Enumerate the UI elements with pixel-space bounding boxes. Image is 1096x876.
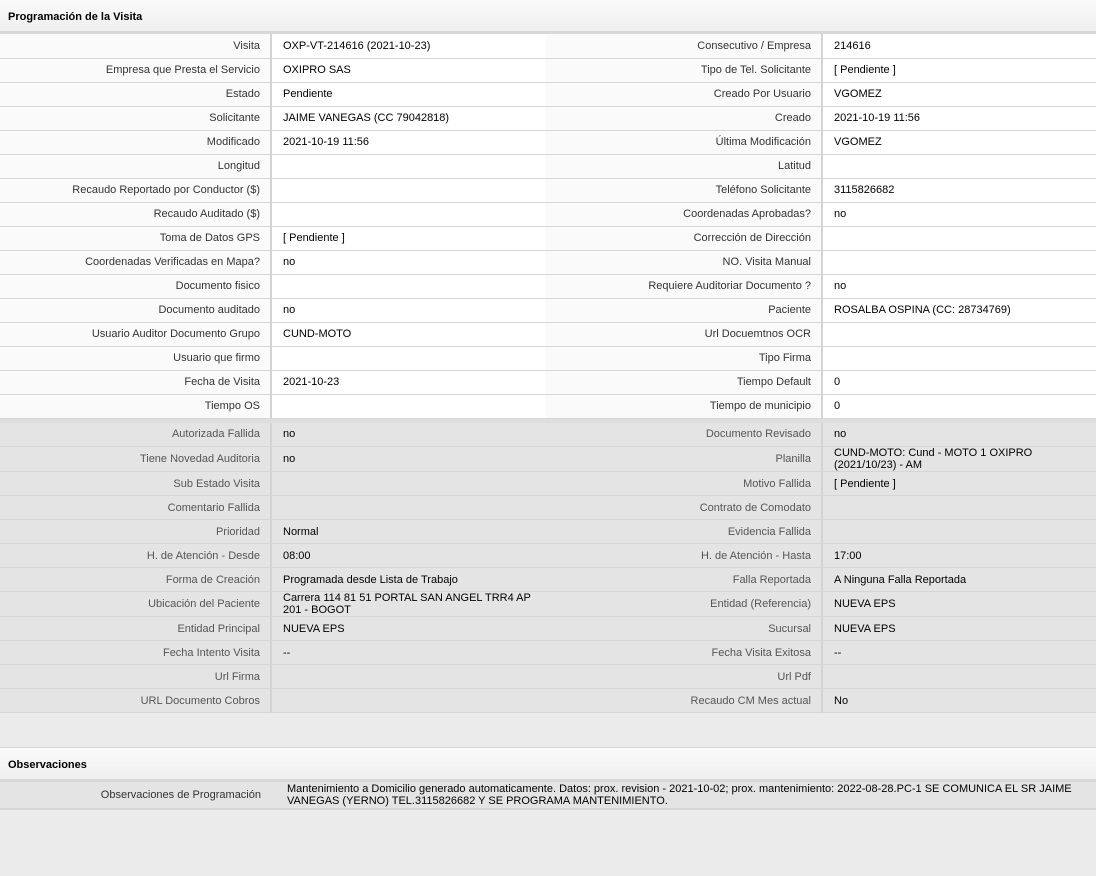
field-label: Visita: [0, 34, 271, 58]
field-value: [822, 346, 1096, 370]
field-label: Longitud: [0, 154, 271, 178]
field-label: Planilla: [546, 447, 822, 472]
field-label: Recaudo Reportado por Conductor ($): [0, 178, 271, 202]
field-label: Entidad (Referencia): [546, 592, 822, 617]
field-label: URL Documento Cobros: [0, 689, 271, 713]
field-value: 08:00: [271, 544, 546, 568]
detail-row: [0, 592, 1096, 617]
section-title-programacion: Programación de la Visita: [0, 0, 1096, 34]
field-label: Creado Por Usuario: [546, 82, 822, 106]
detail-row: [0, 568, 1096, 592]
field-label: Coordenadas Aprobadas?: [546, 202, 822, 226]
field-value: [822, 250, 1096, 274]
field-value: [271, 202, 546, 226]
detail-row: [0, 472, 1096, 496]
field-value: 0: [822, 370, 1096, 394]
field-value: [271, 154, 546, 178]
field-label: Sub Estado Visita: [0, 472, 271, 496]
field-label: Falla Reportada: [546, 568, 822, 592]
field-label: Contrato de Comodato: [546, 496, 822, 520]
field-value: no: [271, 423, 546, 447]
field-label: Creado: [546, 106, 822, 130]
detail-row: [0, 520, 1096, 544]
detail-row: [0, 544, 1096, 568]
field-label: Modificado: [0, 130, 271, 154]
section-title-observaciones: Observaciones: [0, 748, 1096, 782]
field-value: Normal: [271, 520, 546, 544]
field-value: VGOMEZ: [822, 82, 1096, 106]
field-value: 214616: [822, 34, 1096, 58]
field-value: [271, 394, 546, 418]
field-label: Fecha Visita Exitosa: [546, 641, 822, 665]
field-label: Requiere Auditoriar Documento ?: [546, 274, 822, 298]
field-value: [271, 496, 546, 520]
field-label: Solicitante: [0, 106, 271, 130]
field-value: 0: [822, 394, 1096, 418]
field-label: Tiempo Default: [546, 370, 822, 394]
field-value: No: [822, 689, 1096, 713]
field-value: CUND-MOTO: [271, 322, 546, 346]
field-value: --: [822, 641, 1096, 665]
detail-row: [0, 82, 1096, 106]
detail-row: [0, 496, 1096, 520]
field-label: Documento fisico: [0, 274, 271, 298]
field-label: Comentario Fallida: [0, 496, 271, 520]
field-label: Prioridad: [0, 520, 271, 544]
detail-row: [0, 689, 1096, 713]
observaciones-label: Observaciones de Programación: [0, 782, 271, 809]
field-label: Tipo de Tel. Solicitante: [546, 58, 822, 82]
detail-row: [0, 226, 1096, 250]
field-value: NUEVA EPS: [271, 617, 546, 641]
field-label: Entidad Principal: [0, 617, 271, 641]
detail-row: [0, 346, 1096, 370]
field-value: Carrera 114 81 51 PORTAL SAN ANGEL TRR4 AP 201 - BOGOT: [271, 592, 546, 617]
field-label: Paciente: [546, 298, 822, 322]
field-value: 2021-10-23: [271, 370, 546, 394]
field-label: Coordenadas Verificadas en Mapa?: [0, 250, 271, 274]
field-value: NUEVA EPS: [822, 592, 1096, 617]
field-label: Forma de Creación: [0, 568, 271, 592]
detail-row: [0, 298, 1096, 322]
field-label: Consecutivo / Empresa: [546, 34, 822, 58]
field-value: [ Pendiente ]: [271, 226, 546, 250]
field-value: no: [822, 202, 1096, 226]
field-label: H. de Atención - Hasta: [546, 544, 822, 568]
field-label: Documento Revisado: [546, 423, 822, 447]
field-value: [822, 226, 1096, 250]
field-value: [271, 472, 546, 496]
detail-row: [0, 447, 1096, 472]
detail-row: [0, 58, 1096, 82]
field-value: 3115826682: [822, 178, 1096, 202]
field-value: [822, 665, 1096, 689]
field-label: Ubicación del Paciente: [0, 592, 271, 617]
field-label: Fecha de Visita: [0, 370, 271, 394]
field-label: Recaudo Auditado ($): [0, 202, 271, 226]
field-value: [271, 346, 546, 370]
field-label: Autorizada Fallida: [0, 423, 271, 447]
detail-row: [0, 370, 1096, 394]
observaciones-row: [0, 782, 1096, 809]
field-value: --: [271, 641, 546, 665]
footer-space: [0, 809, 1096, 845]
field-value: A Ninguna Falla Reportada: [822, 568, 1096, 592]
field-label: Sucursal: [546, 617, 822, 641]
field-label: Latitud: [546, 154, 822, 178]
field-value: Programada desde Lista de Trabajo: [271, 568, 546, 592]
detail-row: [0, 178, 1096, 202]
field-label: Url Pdf: [546, 665, 822, 689]
field-label: Corrección de Dirección: [546, 226, 822, 250]
field-value: [822, 154, 1096, 178]
field-label: Tipo Firma: [546, 346, 822, 370]
field-label: Última Modificación: [546, 130, 822, 154]
field-label: Motivo Fallida: [546, 472, 822, 496]
field-label: NO. Visita Manual: [546, 250, 822, 274]
field-value: [822, 496, 1096, 520]
field-label: Usuario que firmo: [0, 346, 271, 370]
detail-row: [0, 665, 1096, 689]
field-label: Evidencia Fallida: [546, 520, 822, 544]
field-label: Estado: [0, 82, 271, 106]
detail-row: [0, 322, 1096, 346]
field-value: 2021-10-19 11:56: [822, 106, 1096, 130]
field-value: [271, 274, 546, 298]
field-value: no: [271, 447, 546, 472]
detail-row: [0, 154, 1096, 178]
detail-row: [0, 394, 1096, 418]
detail-row: [0, 641, 1096, 665]
field-label: Tiene Novedad Auditoria: [0, 447, 271, 472]
detail-row: [0, 202, 1096, 226]
detail-row: [0, 106, 1096, 130]
field-value: ROSALBA OSPINA (CC: 28734769): [822, 298, 1096, 322]
field-value: OXIPRO SAS: [271, 58, 546, 82]
field-value: [822, 322, 1096, 346]
field-value: [ Pendiente ]: [822, 472, 1096, 496]
field-value: no: [822, 274, 1096, 298]
field-value: [271, 665, 546, 689]
field-value: [822, 520, 1096, 544]
field-value: [271, 689, 546, 713]
field-label: Teléfono Solicitante: [546, 178, 822, 202]
field-value: 17:00: [822, 544, 1096, 568]
field-label: H. de Atención - Desde: [0, 544, 271, 568]
spacer: [0, 713, 1096, 748]
field-label: Url Docuemtnos OCR: [546, 322, 822, 346]
field-label: Empresa que Presta el Servicio: [0, 58, 271, 82]
field-value: VGOMEZ: [822, 130, 1096, 154]
field-label: Usuario Auditor Documento Grupo: [0, 322, 271, 346]
field-label: Fecha Intento Visita: [0, 641, 271, 665]
field-value: NUEVA EPS: [822, 617, 1096, 641]
field-value: no: [822, 423, 1096, 447]
observaciones-table: [0, 782, 1096, 809]
field-value: JAIME VANEGAS (CC 79042818): [271, 106, 546, 130]
field-value: no: [271, 298, 546, 322]
field-value: CUND-MOTO: Cund - MOTO 1 OXIPRO (2021/10/23) - AM: [822, 447, 1096, 472]
detail-row: [0, 34, 1096, 58]
field-label: Tiempo OS: [0, 394, 271, 418]
visit-details-table: [0, 34, 1096, 419]
field-value: no: [271, 250, 546, 274]
field-value: OXP-VT-214616 (2021-10-23): [271, 34, 546, 58]
detail-row: [0, 274, 1096, 298]
field-label: Url Firma: [0, 665, 271, 689]
field-label: Tiempo de municipio: [546, 394, 822, 418]
field-value: 2021-10-19 11:56: [271, 130, 546, 154]
visit-status-table: [0, 423, 1096, 714]
field-value: Pendiente: [271, 82, 546, 106]
field-label: Recaudo CM Mes actual: [546, 689, 822, 713]
detail-row: [0, 617, 1096, 641]
detail-row: [0, 130, 1096, 154]
field-value: [271, 178, 546, 202]
field-label: Toma de Datos GPS: [0, 226, 271, 250]
field-value: [ Pendiente ]: [822, 58, 1096, 82]
observaciones-value: Mantenimiento a Domicilio generado automaticamente. Datos: prox. revision - 2021-10-02; prox. mantenimiento: 2022-08-28.PC-1 SE COMUNICA EL SR JAIME VANEGAS (YERNO) TEL.3115826682 Y SE PROGRAMA MANTENIMIENTO.: [271, 782, 1096, 809]
field-label: Documento auditado: [0, 298, 271, 322]
detail-row: [0, 423, 1096, 447]
detail-row: [0, 250, 1096, 274]
